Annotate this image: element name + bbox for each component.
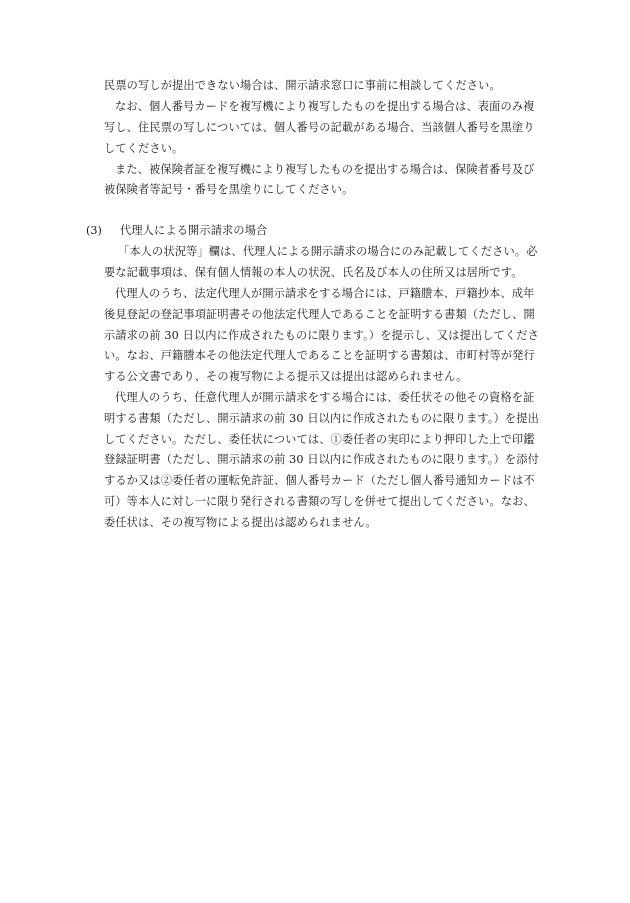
paragraph-line: 「本人の状況等」欄は、代理人による開示請求の場合にのみ記載してください。必 [118, 245, 538, 258]
paragraph-line: 示請求の前 30 日以内に作成されたものに限ります。）を提示し、又は提出してくださ [104, 329, 539, 342]
paragraph-line: なお、個人番号カードを複写機により複写したものを提出する場合は、表面のみ複 [115, 100, 535, 113]
section-title: 代理人による開示請求の場合 [120, 224, 268, 237]
paragraph-line: 登録証明書（ただし、開示請求の前 30 日以内に作成されたものに限ります。）を添付 [104, 453, 539, 466]
paragraph-line: 民票の写しが提出できない場合は、開示請求窓口に事前に相談してください。 [104, 79, 501, 92]
paragraph-line: 可）等本人に対し一に限り発行される書類の写しを併せて提出してください。なお、 [104, 495, 535, 508]
paragraph-line: また、被保険者証を複写機により複写したものを提出する場合は、保険者番号及び [115, 163, 535, 176]
paragraph-line: 委任状は、その複写物による提出は認められません。 [104, 516, 377, 529]
paragraph-line: 代理人のうち、任意代理人が開示請求をする場合には、委任状その他その資格を証 [115, 391, 535, 404]
section-number: (3) [86, 224, 102, 237]
paragraph-line: 明する書類（ただし、開示請求の前 30 日以内に作成されたものに限ります。）を提出 [104, 412, 539, 425]
paragraph-line: 代理人のうち、法定代理人が開示請求をする場合には、戸籍謄本、戸籍抄本、成年 [115, 287, 535, 300]
paragraph-line: 後見登記の登記事項証明書その他法定代理人であることを証明する書類（ただし、開 [104, 308, 535, 321]
paragraph-line: 写し、住民票の写しについては、個人番号の記載がある場合、当該個人番号を黒塗り [104, 121, 535, 134]
paragraph-line: してください。ただし、委任状については、①委任者の実印により押印した上で印鑑 [104, 433, 535, 446]
paragraph-line: い。なお、戸籍謄本その他法定代理人であることを証明する書類は、市町村等が発行 [104, 349, 535, 362]
paragraph-line: するか又は②委任者の運転免許証、個人番号カード（ただし個人番号通知カードは不 [104, 474, 535, 487]
paragraph-line: 被保険者等記号・番号を黒塗りにしてください。 [104, 183, 354, 196]
paragraph-line: する公文書であり、その複写物による提示又は提出は認められません。 [104, 370, 468, 383]
paragraph-line: してください。 [104, 142, 184, 155]
paragraph-line: 要な記載事項は、保有個人情報の本人の状況、氏名及び本人の住所又は居所です。 [104, 266, 523, 279]
